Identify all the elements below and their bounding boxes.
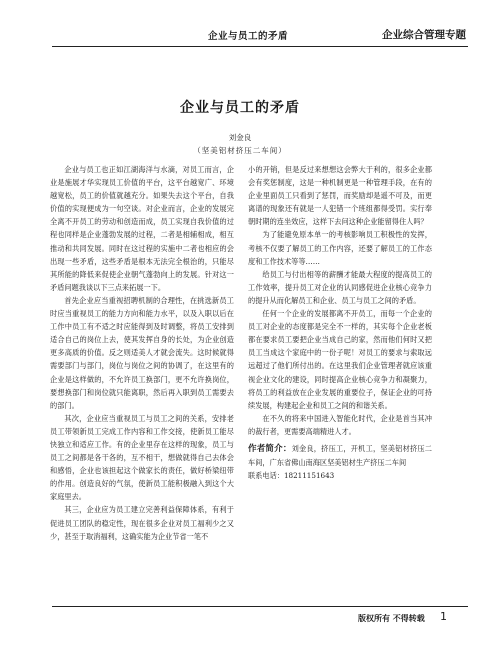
right-column bbox=[248, 163, 432, 482]
article-affiliation: （坚美铝材挤压二车间） bbox=[193, 146, 287, 155]
body-paragraph: 在不久的将来中国进入智能化时代，企业是首当其冲的裁行者，更需要高端精进人才。 bbox=[248, 413, 432, 436]
author-note-text: 刘金良，挤压工，开机工，坚美铝材挤压二车间，广东省佛山南海区坚美铝材生产挤压二车间 bbox=[248, 443, 432, 468]
header-section-title: 企业与员工的矛盾 bbox=[208, 31, 289, 42]
author-note bbox=[248, 442, 432, 469]
page-number: 1 bbox=[440, 610, 447, 623]
header-column-title: 企业综合管理专题 bbox=[382, 29, 466, 41]
left-column bbox=[50, 163, 234, 543]
body-paragraph: 任何一个企业的发展都离不开员工，而每一个企业的员工对企业的态度都是完全不一样的，其实每个企业老板都在要求员工要把企业当成自己的家，然而他们何时又把员工当成这个家庭中的一份子呢！对员工的要求与索取远远超过了他们所付出的。在这里我们企业管理者就应该重视企业文化的建设，同时提高企业核心竞争力和凝聚力，将员工的利益放在企业发展的重要位子，保证企业的可持续发展，构建起企业和员工之间的和谐关系。 bbox=[248, 309, 432, 410]
body-paragraph: 企业与员工也正如江湖海洋与水滴，对员工而言，企业是施展才华实现员工价值的平台，这平台越宽广、环境越宽松，员工的价值就越充分。如果失去这个平台，自我价值的实现便成为一句空谈。对企业而言，企业的发展完全离不开员工的劳动和创造而成，员工实现自我价值的过程也同样是企业蓬勃发展的过程，二者是相辅相成，相互推动和共同发展。同时在这过程的实施中二者也相应的会出现一些矛盾，这些矛盾是根本无法完全根治的，只能尽其所能的降低来促使企业朝气蓬勃向上的发展。针对这一矛盾问题我谈以下三点来拓展一下。 bbox=[50, 165, 234, 292]
copyright-notice: 版权所有 不得转载 bbox=[358, 613, 425, 623]
author-contact: 联系电话：18211151643 bbox=[248, 471, 335, 481]
body-paragraph: 其三，企业应为员工建立完善利益保障体系，有利于促进员工团队的稳定性，现在很多企业对员工福利少之又少，甚至于取消福利，这确实能为企业节省一笔不 bbox=[50, 505, 234, 541]
author-note-label: 作者简介： bbox=[248, 443, 292, 454]
body-paragraph: 首先企业应当重视招聘机制的合理性，在挑选新员工时应当重视员工的能力方向和能力水平，以及入职以后在工作中员工有不适之时应能得到及时调整，将员工安排到适合自己的岗位上去，使其发挥自身的长处，为企业创造更多高质的价值。反之则适美人才就会流失。这时候就得需要部门与部门，岗位与岗位之间的协调了，在这里有的企业是这样做的，不允许员工换部门，更不允许换岗位，要想换部门和岗位就只能离职，然后再入职到员工需要去的部门。 bbox=[50, 295, 234, 410]
body-paragraph: 为了能避免原本单一的考核影响员工积极性的发挥，考核不仅要了解员工的工作内容，还要了解员工的工作态度和工作技术等等…… bbox=[248, 230, 432, 266]
article-author: 刘金良 bbox=[228, 133, 252, 142]
article-title: 企业与员工的矛盾 bbox=[180, 100, 300, 116]
header-divider bbox=[52, 46, 468, 47]
body-paragraph: 其次，企业应当重视员工与员工之间的关系，安排老员工带领新员工完成工作内容和工作交接，使新员工能尽快独立和适应工作。有的企业里存在这样的现象，员工与员工之间都是各干各的，互不相干，想做就得自己去体会和感悟，企业也该担起这个做家长的责任，做好桥梁纽带的作用。创造良好的气氛，使新员工能积极融入到这个大家庭里去。 bbox=[50, 413, 234, 502]
page-header bbox=[0, 0, 480, 50]
footer-divider bbox=[52, 606, 468, 607]
body-paragraph: 给员工与付出相等的薪酬才能最大程度的提高员工的工作效率，提升员工对企业的认同感促进企业核心竞争力的提升从而化解员工和企业、员工与员工之间的矛盾。 bbox=[248, 269, 432, 305]
body-paragraph: 小的开销，但是反过来想想这会弊大于利的，很多企业都会有奖惩制度，这是一种机制更是一种管理手段，在有的企业里面员工只看到了惩罚，而奖励却是遥不可及，而更离谱的现象还有就是一人犯错一个班组都得受罚。实行奉朝时期的连坐效应，这样下去问这种企业能留得住人吗？ bbox=[248, 165, 432, 227]
